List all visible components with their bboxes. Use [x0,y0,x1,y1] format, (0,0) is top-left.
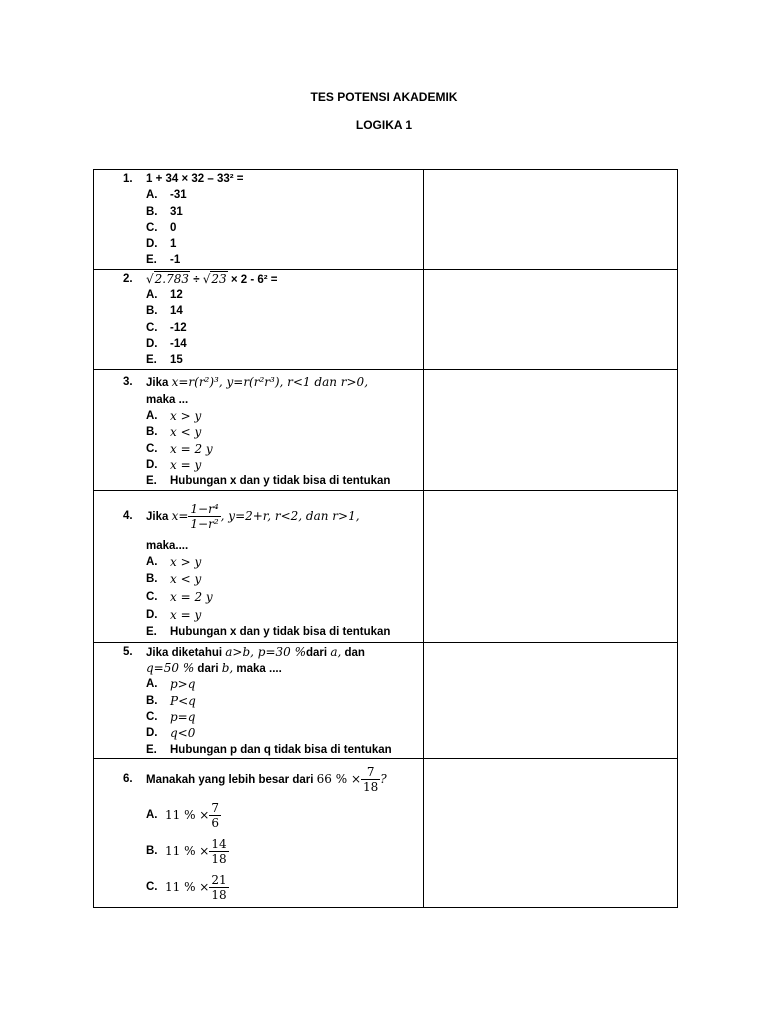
fraction [209,801,221,830]
option-letter: B. [146,305,158,318]
question-stem [146,761,387,798]
option-letter: E. [146,475,157,488]
option-e [94,473,423,489]
option-letter: D. [146,337,158,350]
option-a [94,287,423,303]
option-d [94,607,423,625]
option-d [94,336,423,352]
option-text: 12 [170,289,183,302]
question-cell [94,170,424,270]
question-stem [146,497,360,536]
option-text: 14 [170,305,183,318]
answer-cell-2[interactable] [424,269,678,369]
fraction [361,765,380,794]
fraction-denominator: 18 [211,888,227,903]
answer-cell-1[interactable] [424,170,678,270]
option-text: P<q [170,693,196,708]
option-c [94,869,423,905]
stem-math: x= [171,508,189,523]
option-math: 11 % × [165,879,210,894]
fraction [188,502,220,531]
option-e [94,742,423,758]
option-text: 31 [170,205,183,218]
question-number: 3. [123,375,133,388]
stem-text: dan [341,646,365,659]
option-e [94,352,423,368]
sqrt-expression: √2.783 [146,271,190,286]
stem-continuation: maka ... [146,393,189,406]
option-letter: C. [146,880,158,893]
option-math: 11 % × [165,807,210,822]
option-c [94,589,423,607]
sqrt-expression: √23 [202,271,227,286]
question-number: 2. [123,272,133,285]
question-number: 1. [123,173,133,185]
option-text: -31 [170,189,187,202]
divide-sign: ÷ [190,273,203,286]
question-cell [94,490,424,642]
option-text: x = 2 y [170,590,213,605]
option-letter: D. [146,608,158,621]
option-letter: D. [146,238,158,251]
stem-math: 66 % × [316,771,362,786]
stem-text: dari [194,663,222,676]
option-text: Hubungan x dan y tidak bisa di tentukan [170,475,391,488]
option-e [94,624,423,642]
option-letter: C. [146,442,158,455]
option-letter: E. [146,354,157,367]
question-number: 6. [123,772,133,785]
option-text: -12 [170,321,187,334]
question-stem [146,271,278,288]
answer-cell-6[interactable] [424,758,678,907]
fraction-denominator: 1−r² [190,517,219,532]
fraction-numerator: 7 [211,801,219,816]
option-text: q<0 [170,726,196,741]
stem-text: maka .... [233,663,282,676]
option-text: p>q [170,677,196,692]
option-letter: E. [146,254,157,267]
question-stem [146,373,368,393]
question-row-1 [94,170,678,270]
option-letter: C. [146,221,158,234]
option-c [94,441,423,457]
stem-math: b, [221,661,234,676]
stem-math: , y=2+r, r<2, dan r>1, [220,508,360,523]
option-letter: A. [146,410,158,423]
answer-cell-5[interactable] [424,642,678,758]
option-letter: E. [146,743,157,756]
option-text: x > y [170,554,202,569]
option-text: x = 2 y [170,441,213,456]
option-letter: D. [146,458,158,471]
fraction [209,837,228,866]
stem-tail: × 2 - 6² = [227,273,278,286]
stem-lead: Jika [146,510,172,523]
question-row-3 [94,369,678,490]
stem-math: a, [330,644,342,659]
stem-text: dari [306,646,331,659]
fraction-denominator: 18 [211,852,227,867]
radicand: 2.783 [154,271,190,286]
radicand: 23 [211,271,227,286]
option-b [94,424,423,440]
option-b [94,204,423,220]
question-stem: 1 + 34 × 32 – 33² = [146,173,244,185]
option-text [165,797,221,834]
option-text: x = y [170,457,202,472]
option-a [94,554,423,572]
question-number: 4. [123,509,133,522]
option-b [94,693,423,709]
fraction [209,873,228,902]
question-cell [94,269,424,369]
option-e [94,252,423,268]
question-row-5 [94,642,678,758]
option-text: -14 [170,337,187,350]
option-b [94,833,423,869]
option-text: Hubungan x dan y tidak bisa di tentukan [170,626,391,639]
option-c [94,220,423,236]
option-letter: B. [146,426,158,439]
stem-continuation [146,660,282,677]
option-letter: D. [146,727,158,740]
option-text: x = y [170,607,202,622]
option-text: 0 [170,221,177,234]
fraction-numerator: 7 [361,765,380,780]
option-a [94,676,423,692]
option-text: x > y [170,409,202,424]
option-text: 15 [170,354,183,367]
option-a [94,408,423,424]
question-cell [94,758,424,907]
option-text: -1 [170,254,181,267]
stem-lead: Jika diketahui [146,646,226,659]
option-text: x < y [170,572,202,587]
option-d [94,725,423,741]
stem-lead: Manakah yang lebih besar dari [146,773,317,786]
question-stem [146,644,365,661]
option-letter: B. [146,844,158,857]
question-cell [94,369,424,490]
option-text [165,869,229,906]
option-letter: A. [146,189,158,202]
option-letter: E. [146,626,157,639]
question-row-4 [94,490,678,642]
fraction-numerator: 1−r⁴ [190,502,219,517]
option-letter: A. [146,555,158,568]
option-a [94,187,423,203]
option-letter: C. [146,711,158,724]
option-c [94,709,423,725]
question-cell [94,642,424,758]
fraction-denominator: 6 [211,816,219,831]
option-d [94,457,423,473]
option-letter: B. [146,573,158,586]
page-subtitle: LOGIKA 1 [355,118,413,132]
question-row-2 [94,269,678,369]
option-text: x < y [170,425,202,440]
answer-cell-4[interactable] [424,490,678,642]
option-text: Hubungan p dan q tidak bisa di tentukan [170,743,392,756]
page-title: TES POTENSI AKADEMIK [310,90,458,104]
stem-lead: Jika [146,376,172,389]
question-number: 5. [123,645,133,658]
question-row-6 [94,758,678,907]
option-math: 11 % × [165,843,210,858]
stem-math: a>b, p=30 % [225,644,307,659]
fraction-numerator: 14 [211,837,227,852]
fraction-denominator: 18 [363,780,379,795]
option-letter: B. [146,205,158,218]
option-b [94,571,423,589]
option-text: 1 [170,238,177,251]
question-mark: ? [380,771,387,786]
option-letter: A. [146,678,158,691]
stem-math: x=r(r²)³, y=r(r²r³), r<1 dan r>0, [171,374,369,389]
option-letter: C. [146,321,158,334]
fraction-numerator: 21 [211,873,227,888]
stem-continuation: maka.... [146,539,189,552]
questions-table [93,169,678,908]
option-b [94,303,423,319]
option-a [94,797,423,833]
option-letter: C. [146,591,158,604]
option-text [165,833,229,870]
option-letter: A. [146,289,158,302]
option-c [94,320,423,336]
stem-math: q=50 % [146,661,195,676]
option-letter: A. [146,808,158,821]
option-d [94,236,423,252]
option-text: p=q [170,710,196,725]
option-letter: B. [146,694,158,707]
answer-cell-3[interactable] [424,369,678,490]
